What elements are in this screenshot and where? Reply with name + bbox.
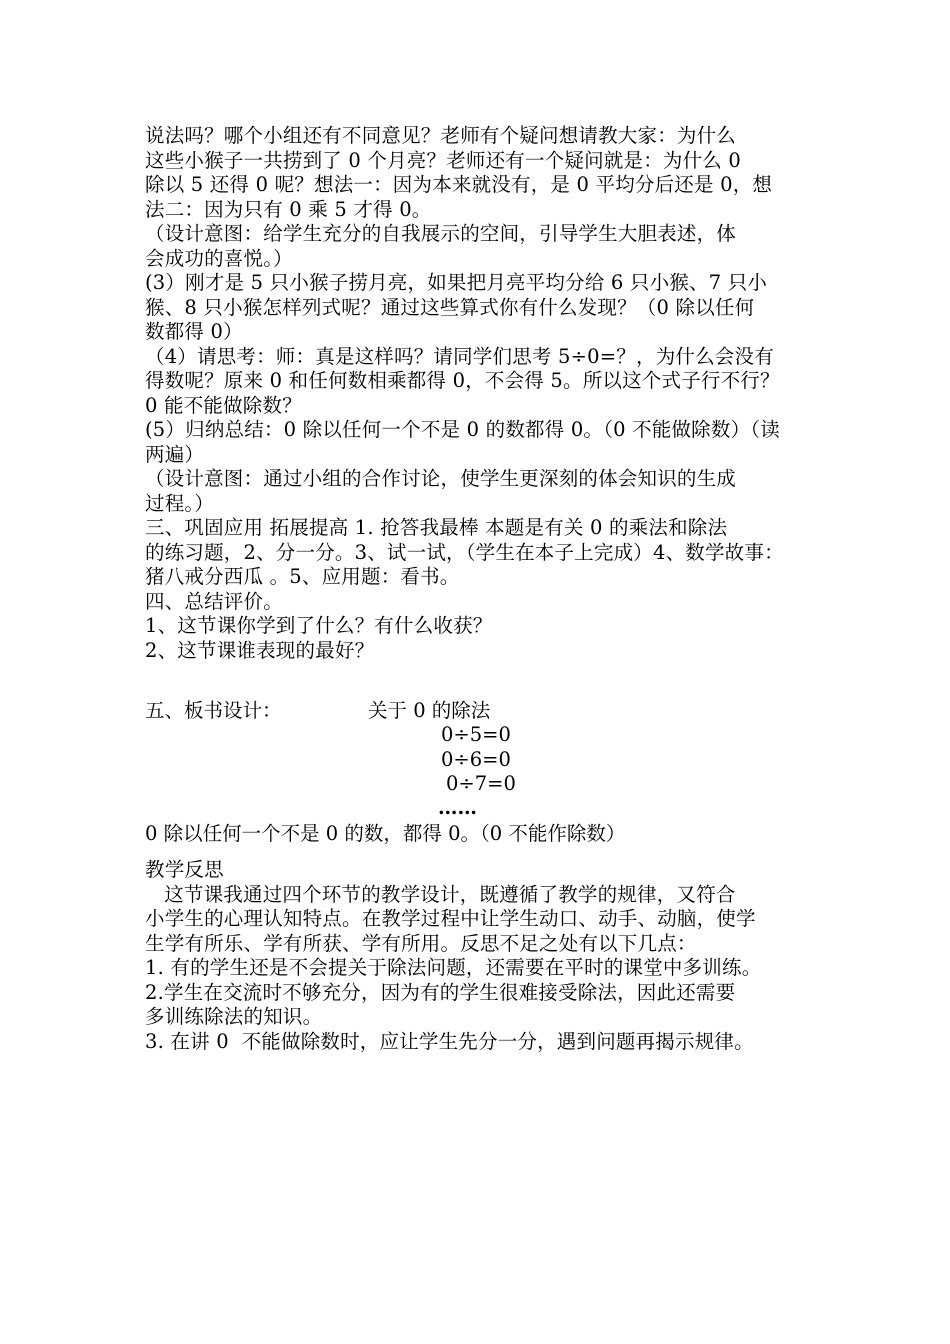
board-title: 关于 0 的除法 [368,699,491,722]
reflection-section [145,858,825,1054]
text-line: 猪八戒分西瓜 。5、应用题：看书。 [145,565,460,588]
text-line: 的练习题，2、分一分。3、试一试，（学生在本子上完成）4、数学故事： [145,540,784,564]
text-line: 四、总结评价。 [145,589,283,613]
text-line: 说法吗？哪个小组还有不同意见？老师有个疑问想请教大家：为什么 [145,124,737,147]
board-conclusion: 0 除以任何一个不是 0 的数，都得 0。（0 不能作除数） [145,822,626,845]
text-line: （设计意图：给学生充分的自我展示的空间，引导学生大胆表述，体 [145,222,737,245]
text-line: (5）归纳总结：0 除以任何一个不是 0 的数都得 0。（0 不能做除数）（读 [145,418,780,441]
board-equation: 0÷5=0 [441,723,511,746]
text-line: 这节课我通过四个环节的教学设计，既遵循了教学的规律，又符合 [145,882,736,906]
board-equation: 0÷7=0 [446,772,516,795]
text-line: 1、这节课你学到了什么？有什么收获？ [145,614,493,637]
text-line: 数都得 0） [145,320,243,343]
text-line: 2、这节课谁表现的最好？ [145,638,375,662]
lesson-body [145,124,825,663]
board-ellipsis: …… [438,796,477,819]
board-equation: 0÷6=0 [441,748,511,771]
text-line: 得数呢？原来 0 和任何数相乘都得 0，不会得 5。所以这个式子行不行？ [145,369,780,392]
text-line: 3. 在讲 0 不能做除数时，应让学生先分一分，遇到问题再揭示规律。 [145,1029,754,1053]
text-line: (3）刚才是 5 只小猴子捞月亮，如果把月亮平均分给 6 只小猴、7 只小 [145,271,768,294]
text-line: 多训练除法的知识。 [145,1005,323,1028]
board-design-label: 五、板书设计： [145,699,282,722]
text-line: 0 能不能做除数？ [145,393,302,417]
text-line: 1. 有的学生还是不会提关于除法问题，还需要在平时的课堂中多训练。 [145,956,762,979]
text-line: 两遍） [145,442,205,466]
text-line: 过程。） [145,491,215,515]
text-line: 2.学生在交流时不够充分，因为有的学生很难接受除法，因此还需要 [145,980,736,1004]
reflection-heading: 教学反思 [145,858,224,881]
text-line: 三、巩固应用 拓展提高 1. 抢答我最棒 本题是有关 0 的乘法和除法 [145,516,728,539]
text-line: 生学有所乐、学有所获、学有所用。反思不足之处有以下几点： [145,931,697,955]
text-line: 法二：因为只有 0 乘 5 才得 0。 [145,197,432,221]
text-line: （4）请思考：师：真是这样吗？请同学们思考 5÷0=？，为什么会没有 [145,344,774,368]
text-line: 这些小猴子一共捞到了 0 个月亮？老师还有一个疑问就是：为什么 0 [145,148,742,172]
text-line: 小学生的心理认知特点。在教学过程中让学生动口、动手、动脑，使学 [145,907,756,930]
text-line: 除以 5 还得 0 呢？想法一：因为本来就没有，是 0 平均分后还是 0，想 [145,173,773,196]
text-line: 会成功的喜悦。） [145,246,293,270]
text-line: 猴、8 只小猴怎样列式呢？通过这些算式你有什么发现？（0 除以任何 [145,295,755,319]
text-line: （设计意图：通过小组的合作讨论，使学生更深刻的体会知识的生成 [145,467,737,490]
